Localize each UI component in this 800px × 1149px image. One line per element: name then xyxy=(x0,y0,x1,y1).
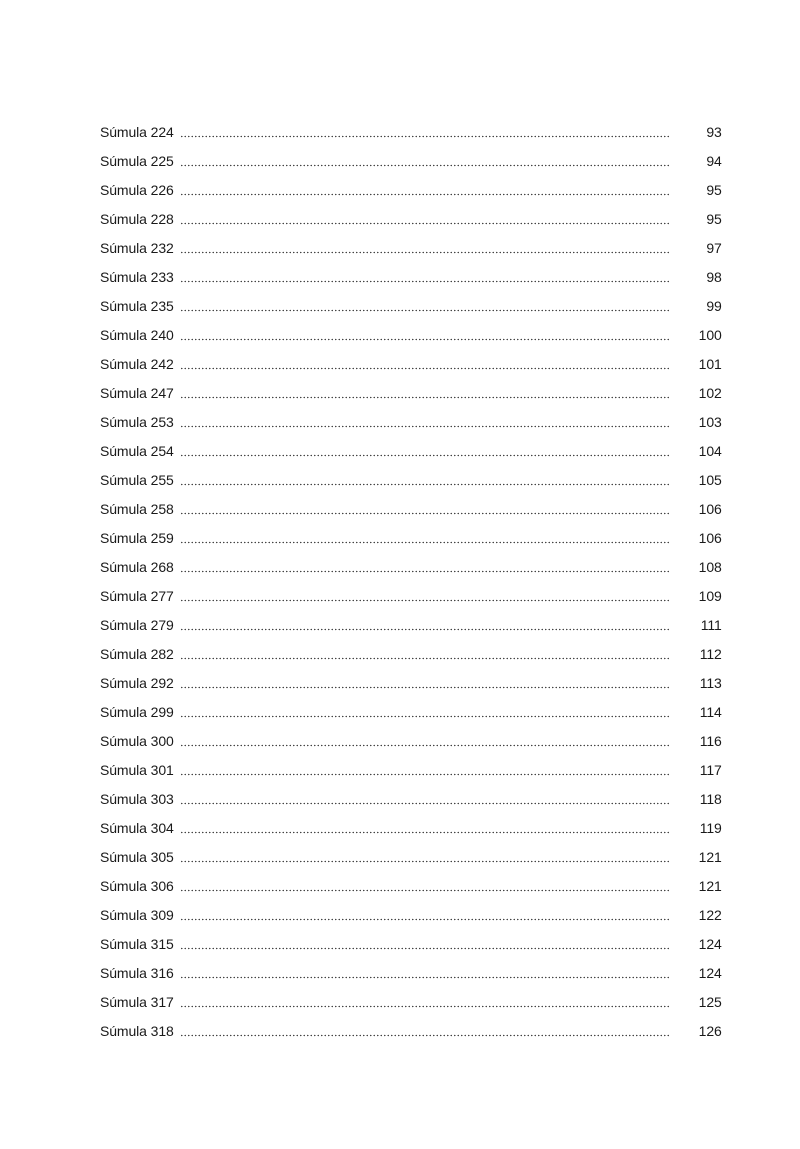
toc-entry[interactable] xyxy=(100,755,724,784)
toc-entry-page-number: 116 xyxy=(699,732,722,749)
toc-entry-label: Súmula 316 xyxy=(100,964,174,981)
dot-leader xyxy=(180,676,670,690)
dot-leader xyxy=(180,995,670,1009)
dot-leader xyxy=(180,473,670,487)
dot-leader xyxy=(180,821,670,835)
toc-entry[interactable] xyxy=(100,784,724,813)
toc-entry[interactable] xyxy=(100,349,724,378)
dot-leader xyxy=(180,531,670,545)
toc-entry-page-number: 101 xyxy=(698,355,722,372)
toc-entry-page-number: 97 xyxy=(706,239,722,256)
toc-entry-label: Súmula 233 xyxy=(100,268,174,285)
toc-entry[interactable] xyxy=(100,668,724,697)
toc-entry[interactable] xyxy=(100,842,724,871)
toc-entry-label: Súmula 240 xyxy=(100,326,174,343)
toc-entry-label: Súmula 258 xyxy=(100,500,174,517)
dot-leader xyxy=(180,560,670,574)
toc-entry-label: Súmula 235 xyxy=(100,297,174,314)
toc-entry-label: Súmula 282 xyxy=(100,645,174,662)
toc-entry-page-number: 126 xyxy=(698,1022,722,1039)
toc-entry[interactable] xyxy=(100,262,724,291)
toc-entry-page-number: 121 xyxy=(698,877,722,894)
table-of-contents xyxy=(100,117,724,1045)
dot-leader xyxy=(180,879,670,893)
toc-entry-page-number: 124 xyxy=(698,964,722,981)
toc-entry[interactable] xyxy=(100,175,724,204)
toc-entry-page-number: 125 xyxy=(698,993,722,1010)
toc-entry-label: Súmula 315 xyxy=(100,935,174,952)
toc-entry-label: Súmula 306 xyxy=(100,877,174,894)
toc-entry[interactable] xyxy=(100,1016,724,1045)
toc-entry[interactable] xyxy=(100,552,724,581)
toc-entry-label: Súmula 303 xyxy=(100,790,174,807)
dot-leader xyxy=(180,763,670,777)
toc-entry-page-number: 99 xyxy=(706,297,722,314)
dot-leader xyxy=(180,647,670,661)
dot-leader xyxy=(180,183,670,197)
toc-entry-label: Súmula 301 xyxy=(100,761,174,778)
toc-entry[interactable] xyxy=(100,871,724,900)
toc-entry-label: Súmula 305 xyxy=(100,848,174,865)
toc-entry-label: Súmula 228 xyxy=(100,210,174,227)
dot-leader xyxy=(180,444,670,458)
toc-entry-page-number: 117 xyxy=(699,761,722,778)
dot-leader xyxy=(180,792,670,806)
toc-entry[interactable] xyxy=(100,726,724,755)
dot-leader xyxy=(180,357,670,371)
toc-entry-page-number: 121 xyxy=(698,848,722,865)
toc-entry-page-number: 98 xyxy=(706,268,722,285)
toc-entry-label: Súmula 299 xyxy=(100,703,174,720)
toc-entry[interactable] xyxy=(100,233,724,262)
toc-entry-label: Súmula 277 xyxy=(100,587,174,604)
toc-entry-label: Súmula 279 xyxy=(100,616,174,633)
toc-entry[interactable] xyxy=(100,407,724,436)
toc-entry[interactable] xyxy=(100,494,724,523)
toc-entry[interactable] xyxy=(100,204,724,233)
toc-entry-page-number: 111 xyxy=(700,616,722,633)
dot-leader xyxy=(180,328,670,342)
dot-leader xyxy=(180,937,670,951)
toc-entry[interactable] xyxy=(100,900,724,929)
toc-entry-label: Súmula 232 xyxy=(100,239,174,256)
toc-entry-label: Súmula 309 xyxy=(100,906,174,923)
toc-entry[interactable] xyxy=(100,813,724,842)
toc-entry-page-number: 124 xyxy=(698,935,722,952)
toc-entry-page-number: 104 xyxy=(698,442,722,459)
toc-entry-page-number: 105 xyxy=(698,471,722,488)
toc-entry[interactable] xyxy=(100,697,724,726)
toc-entry-label: Súmula 247 xyxy=(100,384,174,401)
toc-entry[interactable] xyxy=(100,465,724,494)
toc-entry-page-number: 94 xyxy=(706,152,722,169)
toc-entry-label: Súmula 259 xyxy=(100,529,174,546)
toc-entry-label: Súmula 226 xyxy=(100,181,174,198)
dot-leader xyxy=(180,415,670,429)
toc-entry-page-number: 114 xyxy=(699,703,722,720)
dot-leader xyxy=(180,966,670,980)
toc-entry-label: Súmula 254 xyxy=(100,442,174,459)
toc-entry-label: Súmula 255 xyxy=(100,471,174,488)
dot-leader xyxy=(180,386,670,400)
dot-leader xyxy=(180,908,670,922)
toc-entry[interactable] xyxy=(100,581,724,610)
toc-entry[interactable] xyxy=(100,117,724,146)
toc-entry[interactable] xyxy=(100,291,724,320)
toc-entry[interactable] xyxy=(100,639,724,668)
toc-entry-label: Súmula 242 xyxy=(100,355,174,372)
toc-entry[interactable] xyxy=(100,610,724,639)
toc-entry[interactable] xyxy=(100,378,724,407)
dot-leader xyxy=(180,705,670,719)
toc-entry-page-number: 106 xyxy=(698,500,722,517)
dot-leader xyxy=(180,270,670,284)
toc-entry-page-number: 106 xyxy=(698,529,722,546)
toc-entry-label: Súmula 300 xyxy=(100,732,174,749)
toc-entry-page-number: 113 xyxy=(699,674,722,691)
toc-entry-page-number: 95 xyxy=(706,181,722,198)
toc-entry-page-number: 95 xyxy=(706,210,722,227)
toc-entry-page-number: 108 xyxy=(698,558,722,575)
toc-entry-page-number: 100 xyxy=(698,326,722,343)
dot-leader xyxy=(180,734,670,748)
dot-leader xyxy=(180,502,670,516)
toc-entry[interactable] xyxy=(100,929,724,958)
toc-entry-page-number: 119 xyxy=(699,819,722,836)
dot-leader xyxy=(180,241,670,255)
dot-leader xyxy=(180,299,670,313)
toc-entry-page-number: 118 xyxy=(699,790,722,807)
toc-entry[interactable] xyxy=(100,987,724,1016)
toc-entry-label: Súmula 292 xyxy=(100,674,174,691)
toc-entry-label: Súmula 224 xyxy=(100,123,174,140)
dot-leader xyxy=(180,618,670,632)
toc-entry-label: Súmula 268 xyxy=(100,558,174,575)
toc-entry[interactable] xyxy=(100,523,724,552)
toc-entry-label: Súmula 253 xyxy=(100,413,174,430)
toc-entry-page-number: 109 xyxy=(698,587,722,604)
toc-entry[interactable] xyxy=(100,958,724,987)
dot-leader xyxy=(180,154,670,168)
toc-entry-label: Súmula 318 xyxy=(100,1022,174,1039)
toc-entry[interactable] xyxy=(100,436,724,465)
toc-entry[interactable] xyxy=(100,146,724,175)
toc-entry-page-number: 93 xyxy=(706,123,722,140)
toc-entry-page-number: 102 xyxy=(698,384,722,401)
toc-entry[interactable] xyxy=(100,320,724,349)
toc-entry-label: Súmula 317 xyxy=(100,993,174,1010)
toc-entry-page-number: 112 xyxy=(699,645,722,662)
toc-entry-label: Súmula 225 xyxy=(100,152,174,169)
dot-leader xyxy=(180,850,670,864)
dot-leader xyxy=(180,1024,670,1038)
dot-leader xyxy=(180,212,670,226)
toc-entry-page-number: 103 xyxy=(698,413,722,430)
dot-leader xyxy=(180,125,670,139)
toc-entry-label: Súmula 304 xyxy=(100,819,174,836)
dot-leader xyxy=(180,589,670,603)
toc-entry-page-number: 122 xyxy=(698,906,722,923)
